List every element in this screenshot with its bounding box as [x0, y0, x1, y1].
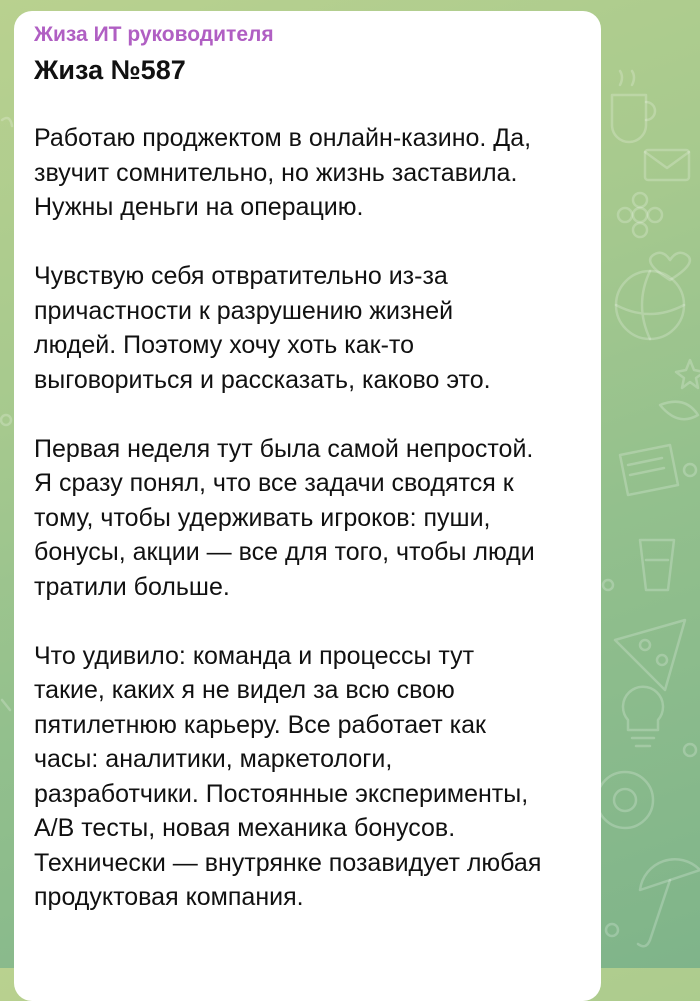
- post-title: Жиза №587: [34, 55, 186, 85]
- text-line: звучит сомнительно, но жизнь заставила.: [34, 158, 518, 187]
- text-line: причастности к разрушению жизней: [34, 296, 454, 325]
- text-line: часы: аналитики, маркетологи,: [34, 745, 393, 773]
- message-bubble[interactable]: [14, 11, 601, 1001]
- text-line: Что удивило: команда и процессы тут: [34, 641, 475, 670]
- message-paragraph: [34, 259, 583, 397]
- text-line: Я сразу понял, что все задачи сводятся к: [34, 469, 514, 497]
- channel-name[interactable]: Жиза ИТ руководителя: [34, 23, 274, 46]
- text-line: пятилетнюю карьеру. Все работает как: [34, 710, 486, 739]
- message-paragraph: [34, 639, 583, 915]
- text-line: Технически — внутрянке позавидует любая: [34, 848, 542, 877]
- text-line: Чувствую себя отвратительно из-за: [34, 262, 448, 290]
- text-line: Нужны деньги на операцию.: [34, 193, 364, 221]
- text-line: тому, чтобы удерживать игроков: пуши,: [34, 503, 491, 532]
- text-line: такие, каких я не видел за всю свою: [34, 676, 455, 704]
- text-line: Работаю проджектом в онлайн-казино. Да,: [34, 124, 532, 152]
- text-line: бонусы, акции — все для того, чтобы люди: [34, 538, 535, 566]
- text-line: людей. Поэтому хочу хоть как-то: [34, 331, 414, 359]
- text-line: Первая неделя тут была самой непростой.: [34, 434, 534, 463]
- text-line: разработчики. Постоянные эксперименты,: [34, 779, 529, 808]
- text-line: тратили больше.: [34, 572, 230, 601]
- text-line: продуктовая компания.: [34, 883, 304, 911]
- text-line: A/B тесты, новая механика бонусов.: [34, 814, 456, 842]
- text-line: выговориться и рассказать, каково это.: [34, 365, 491, 394]
- message-paragraph: [34, 121, 583, 225]
- message-paragraph: [34, 432, 583, 605]
